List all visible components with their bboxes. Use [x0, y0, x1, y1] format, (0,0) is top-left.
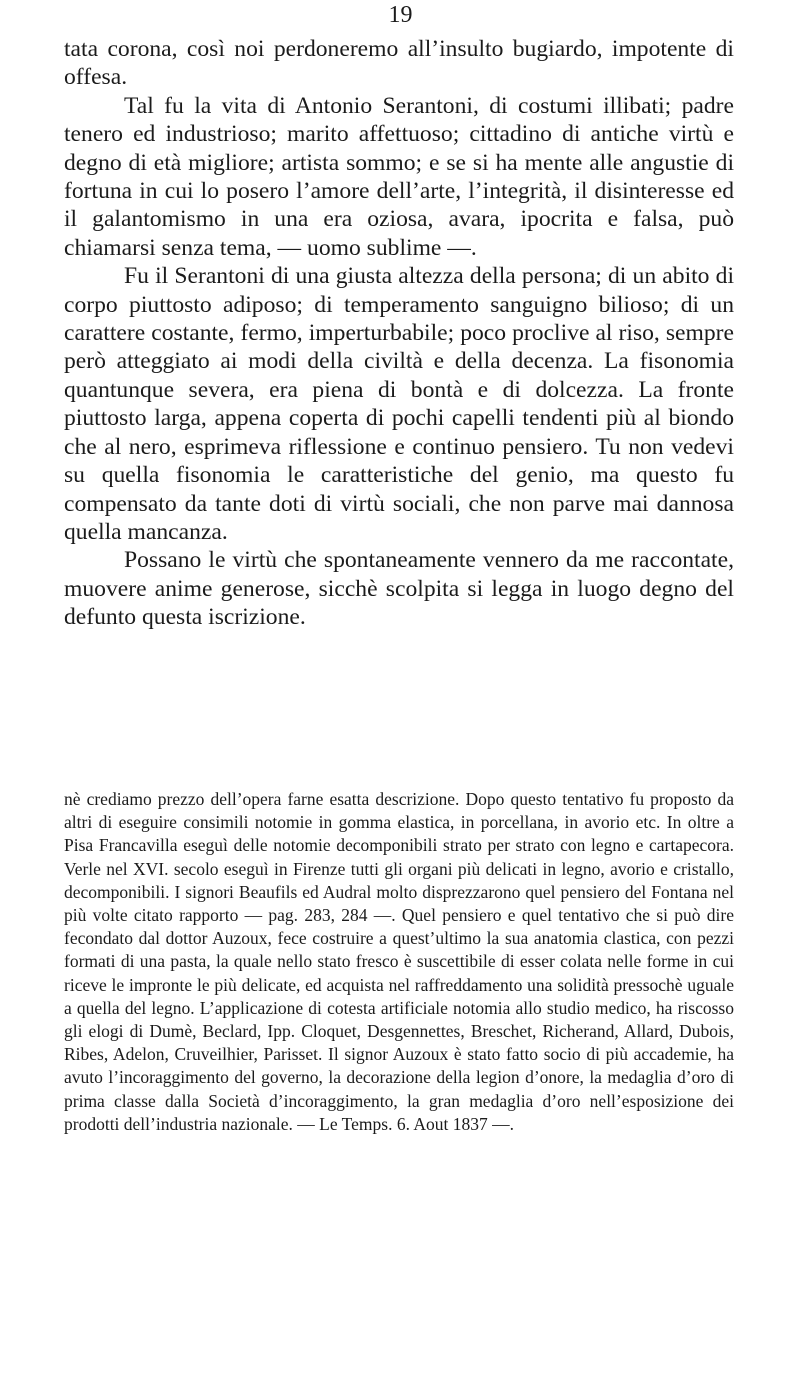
- footnote-text: nè crediamo prezzo dell’opera farne esatta descrizione. Dopo questo tentativo fu proposto da altri di eseguire consimili notomie in gomma elastica, in porcellana, in avorio etc. In oltre a Pisa Francavilla eseguì delle notomie decomponibili strato per strato con legno e cartapecora. Verle nel XVI. secolo eseguì in Firenze tutti gli organi più delicati in legno, avorio e cristallo, decomponibili. I signori Beaufils ed Audral molto disprezzarono quel pensiero del Fontana nel più volte citato rapporto — pag. 283, 284 —. Quel pensiero e quel tentativo che si può dire fecondato dal dottor Auzoux, fece costruire a quest’ultimo la sua anatomia clastica, con pezzi formati di una pasta, la quale nello stato fresco è suscettibile di esser colata nelle forme in cui riceve le impronte le più delicate, ed acquista nel raffreddamento una solidità pressochè uguale a quella del legno. L’applicazione di cotesta artificiale notomia allo studio medico, ha riscosso gli elogi di Dumè, Beclard, Ipp. Cloquet, Desgennettes, Breschet, Richerand, Allard, Dubois, Ribes, Adelon, Cruveilhier, Parisset. Il signor Auzoux è stato fatto socio di più accademie, ha avuto l’incoraggimento del governo, la decorazione della legion d’onore, la medaglia d’oro di prima classe dalla Società d’incoraggimento, la gran medaglia d’oro nell’esposizione dei prodotti dell’industria nazionale. — Le Temps. 6. Aout 1837 —.: [64, 789, 734, 1134]
- page-number: 19: [388, 2, 413, 28]
- paragraph-continuation: tata corona, così noi perdoneremo all’insulto bugiardo, impotente di offesa.: [64, 36, 734, 91]
- main-text: [64, 35, 734, 632]
- paragraph-closing: Possano le virtù che spontaneamente vennero da me raccontate, muovere anime generose, sicchè scolpita si legga in luogo degno del defunto questa iscrizione.: [64, 547, 734, 631]
- paragraph-physical-portrait: Fu il Serantoni di una giusta altezza della persona; di un abito di corpo piuttosto adiposo; di temperamento sanguigno bilioso; di un carattere costante, fermo, imperturbabile; poco proclive al riso, sempre però atteggiato ai modi della civiltà e della decenza. La fisonomia quantunque severa, era piena di bontà e di dolcezza. La fronte piuttosto larga, appena coperta di pochi capelli tendenti più al biondo che al nero, esprimeva riflessione e continuo pensiero. Tu non vedevi su quella fisonomia le caratteristiche del genio, ma questo fu compensato da tante doti di virtù sociali, che non parve mai dannosa quella mancanza.: [64, 263, 734, 545]
- paragraph-life-summary: Tal fu la vita di Antonio Serantoni, di costumi illibati; padre tenero ed industrioso; marito affettuoso; cittadino di antiche virtù e degno di età migliore; artista sommo; e se si ha mente alle angustie di fortuna in cui lo posero l’amore dell’arte, l’integrità, il disinteresse ed il galantomismo in una era oziosa, avara, ipocrita e falsa, può chiamarsi senza tema, — uomo sublime —.: [64, 92, 734, 261]
- footnote-block: [64, 788, 734, 1136]
